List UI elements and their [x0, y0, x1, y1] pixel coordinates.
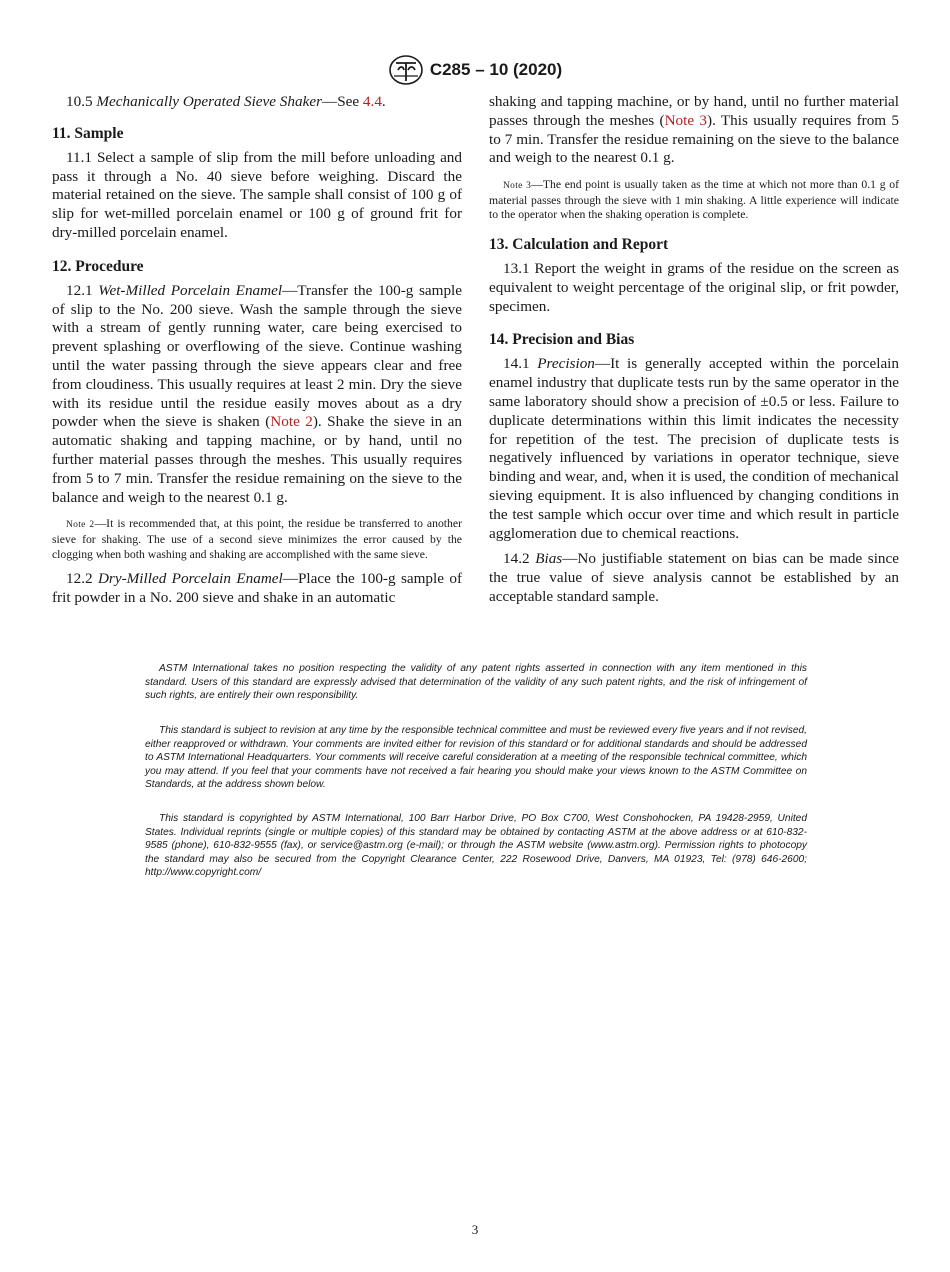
note-2: Note 2—It is recommended that, at this point, the residue be transferred to another sieve for shaking. The use of a second sieve minimizes the error caused by the clogging when both washing and shaking are accomplished with the same sieve. [52, 517, 462, 561]
heading-procedure: 12. Procedure [52, 257, 144, 275]
section-11-1: 11.1 Select a sample of slip from the mill before unloading and pass it through a No. 40 sieve before weighing. Discard the material retained on the sieve. The sample shall consist of 100 g of slip for wet-milled porcelain enamel or 100 g of ground frit for dry-milled porcelain enamel. [52, 148, 462, 241]
link-4-4[interactable]: 4.4 [362, 93, 382, 110]
section-12-2-continued: shaking and tapping machine, or by hand, until no further material passes through the meshes (Note 3). This usually requires from 5 to 7 min. Transfer the residue remaining on the sieve to the balance and weigh to the nearest 0.1 g. [489, 93, 900, 167]
link-note-2[interactable]: Note 2 [270, 413, 313, 431]
left-column [52, 93, 462, 608]
section-14-1: 14.1 Precision—It is generally accepted within the porcelain enamel industry that duplicate tests run by the same operator in the same laboratory should show a precision of ±0.5 or less. Failure to duplicate determinations within this limit indicates the necessity for repetition of the test. The precision of duplicate tests is negatively influenced by variations in operator technique, sieve binding and wear, and, when it is used, the condition of mechanical sieving equipment. It is also influenced by changing conditions in the test sample which occur over time and which result in particle agglomeration due to chemical reactions. [489, 355, 900, 542]
page-number: 3 [471, 1222, 479, 1237]
section-14-2: 14.2 Bias—No justifiable statement on bias can be made since the true value of sieve analysis cannot be established by an acceptable standard sample. [489, 550, 900, 605]
footer-revision-notice: This standard is subject to revision at any time by the responsible technical committee and must be reviewed every five years and if not revised, either reapproved or withdrawn. Your comments are invited either for revision of this standard or for additional standards and should be addressed to ASTM International Headquarters. Your comments will receive careful consideration at a meeting of the responsible technical committee, which you may attend. If you feel that your comments have not received a fair hearing you should make your views known to the ASTM Committee on Standards, at the address shown below. [145, 725, 807, 791]
astm-logo-icon [388, 54, 424, 86]
page-header [0, 54, 950, 86]
section-13-1: 13.1 Report the weight in grams of the residue on the screen as equivalent to weight percentage of the original slip, or frit powder, specimen. [489, 259, 899, 315]
heading-precision-bias: 14. Precision and Bias [489, 331, 635, 349]
footer-patent-notice: ASTM International takes no position respecting the validity of any patent rights asserted in connection with any item mentioned in this standard. Users of this standard are expressly advised that determination of the validity of any such patent rights, and the risk of infringement of such rights, are entirely their own responsibility. [145, 663, 807, 702]
section-12-1: 12.1 Wet-Milled Porcelain Enamel—Transfer the 100-g sample of slip to the No. 200 sieve. Wash the sample through the sieve with a stream of gently running water, care being exercised to prevent splashing or overflowing of the sieve. Continue washing until the water passing through the sieve appears clear and free from cloudiness. This usually requires at least 2 min. Dry the sieve with its residue until the residue easily moves about as a dry powder when the sieve is shaken (Note 2). Shake the sieve in an automatic shaking and tapping machine, or by hand, until no further material passes through the meshes. This usually requires from 5 to 7 min. Transfer the residue remaining on the sieve to the balance and weigh to the nearest 0.1 g. [52, 281, 463, 506]
heading-calculation-report: 13. Calculation and Report [489, 235, 669, 253]
right-column [489, 93, 899, 607]
note-3: Note 3—The end point is usually taken as the time at which not more than 0.1 g of material passes through the sieve with 1 min shaking. A little experience will indicate to the operator when the shaking operation is complete. [489, 178, 899, 222]
footer-copyright-notice: This standard is copyrighted by ASTM International, 100 Barr Harbor Drive, PO Box C700, West Conshohocken, PA 19428-2959, United States. Individual reprints (single or multiple copies) of this standard may be obtained by contacting ASTM at the above address or at 610-832-9585 (phone), 610-832-9555 (fax), or service@astm.org (e-mail); or through the ASTM website (www.astm.org). Permission rights to photocopy the standard may also be secured from the Copyright Clearance Center, 222 Rosewood Drive, Danvers, MA 01923, Tel: (978) 646-2600; http://www.copyright.com/ [145, 813, 807, 879]
standard-designation: C285 – 10 (2020) [429, 60, 563, 79]
heading-sample: 11. Sample [52, 124, 124, 142]
section-10-5: 10.5 Mechanically Operated Sieve Shaker—See 4.4. [66, 93, 386, 110]
section-12-2: 12.2 Dry-Milled Porcelain Enamel—Place the 100-g sample of frit powder in a No. 200 sieve and shake in an automatic [52, 570, 463, 606]
link-note-3[interactable]: Note 3 [664, 111, 708, 129]
